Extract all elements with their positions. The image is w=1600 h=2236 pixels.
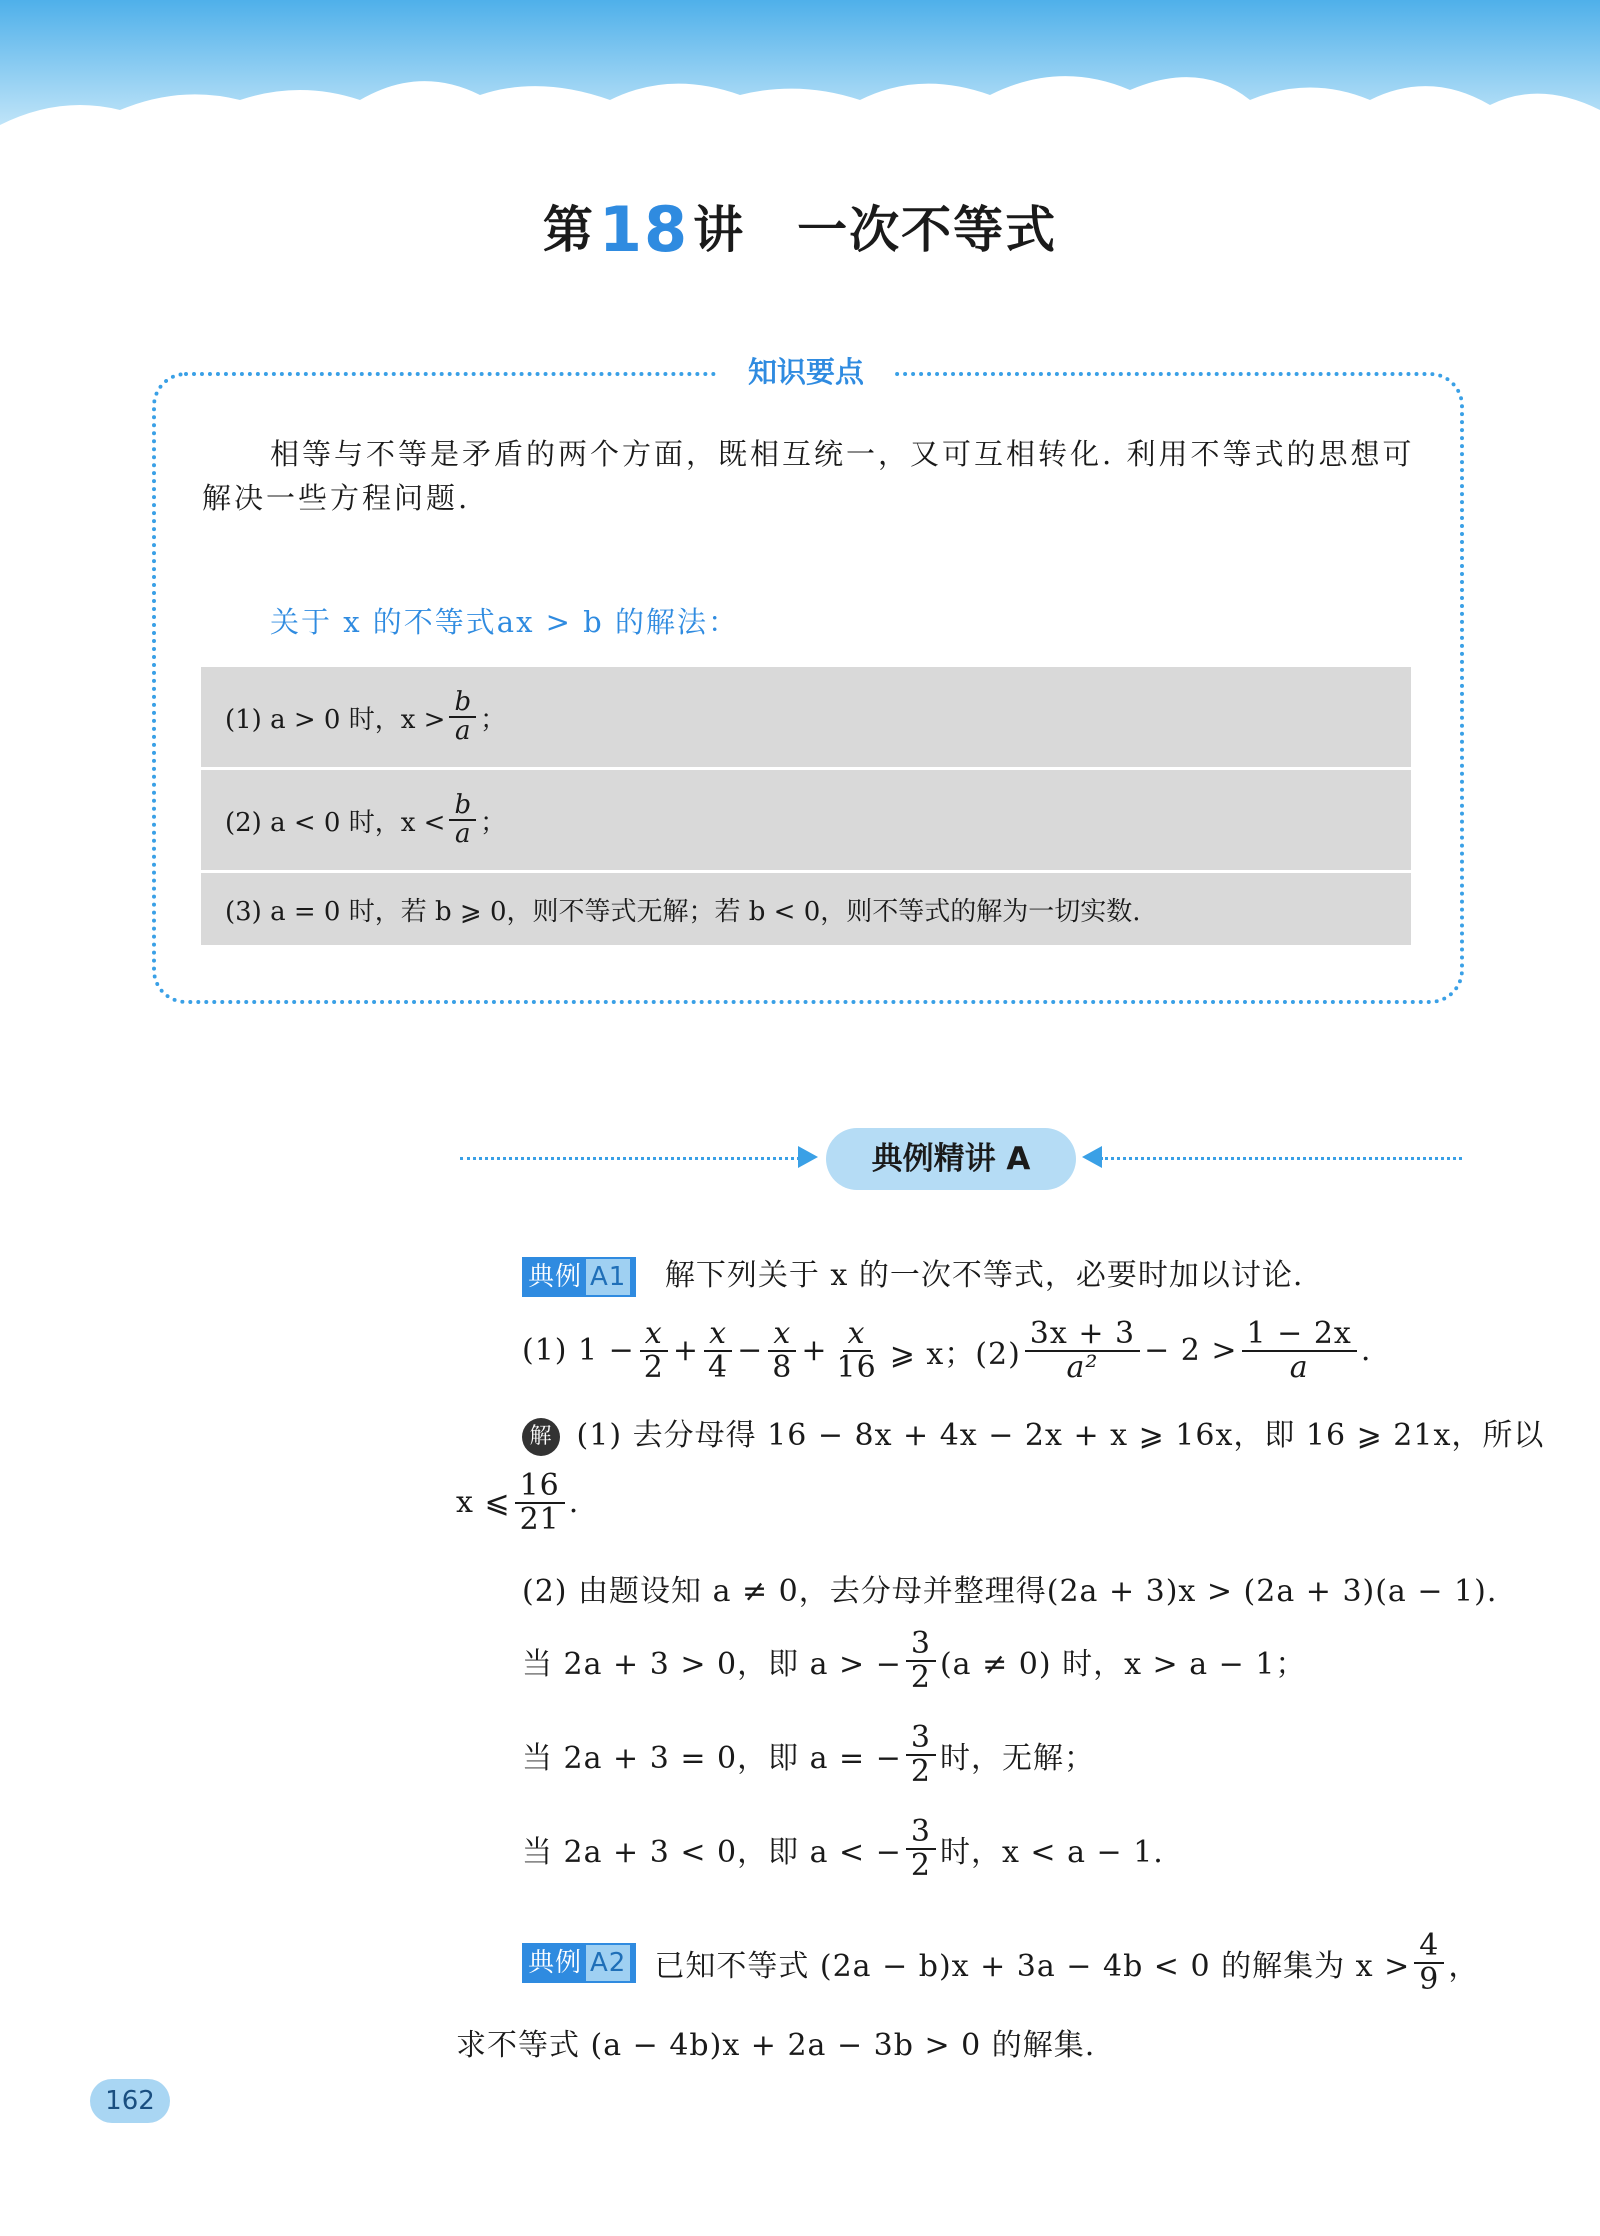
fraction: $\frac{b}{a}$ [449,792,476,849]
fraction: $\frac{3x + 3}{\text{a²}}$ [1025,1318,1140,1383]
fraction: $\frac{3}{2}$ [906,1816,936,1881]
solution-part1-result: x ⩽ $\frac{16}{21}$ . [456,1468,580,1537]
solution-table [201,667,1411,945]
fraction: $\frac{3}{2}$ [906,1722,936,1787]
lesson-number: 18 [598,193,690,266]
fraction: $\frac{x}{2}$ [639,1318,669,1383]
example-a1-problem: (1) 1 − $\frac{x}{2}$ + $\frac{x}{4}$ − $\frac{x}{8}$ + $\frac{x}{16}$ ⩾ x；(2) $\frac{3x + 3}{\text{a²}}$ − 2 > $\frac{1 - 2x}{a}$ . [522,1316,1372,1385]
solution-part2: (2) 由题设知 a ≠ 0，去分母并整理得(2a + 3)x > (2a + 3)(a − 1). [522,1574,1498,1609]
page-title: 第18讲 一次不等式 [542,193,1058,266]
table-row: (3) a = 0 时，若 b ⩾ 0，则不等式无解；若 b < 0，则不等式的解为一切实数. [201,873,1411,945]
arrow-left-icon [1082,1146,1102,1168]
knowledge-intro-line1: 相等与不等是矛盾的两个方面，既相互统一，又可互相转化. 利用不等式的思想可 [270,437,1415,471]
case-positive: 当 2a + 3 > 0，即 a > − $\frac{3}{2}$ (a ≠ 0) 时，x > a − 1； [522,1626,1307,1695]
case-zero: 当 2a + 3 = 0，即 a = − $\frac{3}{2}$ 时，无解； [522,1720,1095,1789]
fraction: $\frac{3}{2}$ [906,1628,936,1693]
solution-mark: 解 [522,1418,560,1456]
example-badge: 典例 A2 [522,1943,636,1983]
fraction: $\frac{1 - 2x}{a}$ [1242,1318,1357,1383]
section-title: 典例精讲 A [826,1128,1076,1190]
knowledge-label: 知识要点 [718,350,894,394]
knowledge-heading: 关于 x 的不等式ax > b 的解法： [270,605,739,639]
fraction: $\frac{b}{a}$ [449,689,476,746]
case-negative: 当 2a + 3 < 0，即 a < − $\frac{3}{2}$ 时，x < a − 1. [522,1814,1164,1883]
fraction: $\frac{4}{9}$ [1414,1930,1444,1995]
table-row: (2) a < 0 时，x < $\frac{b}{a}$ ； [201,770,1411,873]
example-a2-header: 典例 A2 已知不等式 (2a − b)x + 3a − 4b < 0 的解集为 x > $\frac{4}{9}$ ， [522,1930,1479,1995]
section-divider-right [1100,1157,1462,1160]
fraction: $\frac{16}{21}$ [515,1470,565,1535]
section-divider-left [460,1157,800,1160]
knowledge-intro-line2: 解决一些方程问题. [202,481,471,515]
cloud-banner [0,0,1600,170]
fraction: $\frac{x}{8}$ [767,1318,797,1383]
arrow-right-icon [798,1146,818,1168]
example-a2-line2: 求不等式 (a − 4b)x + 2a − 3b > 0 的解集. [456,2028,1096,2063]
table-row: (1) a > 0 时，x > $\frac{b}{a}$ ； [201,667,1411,770]
fraction: $\frac{x}{4}$ [703,1318,733,1383]
example-badge: 典例 A1 [522,1257,636,1297]
example-a1-header: 典例 A1 解下列关于 x 的一次不等式，必要时加以讨论. [522,1250,1303,1297]
solution-part1: 解 (1) 去分母得 16 − 8x + 4x − 2x + x ⩾ 16x，即 16 ⩾ 21x，所以 [522,1410,1544,1456]
fraction: $\frac{x}{16}$ [836,1316,877,1385]
page-number: 162 [90,2079,170,2123]
